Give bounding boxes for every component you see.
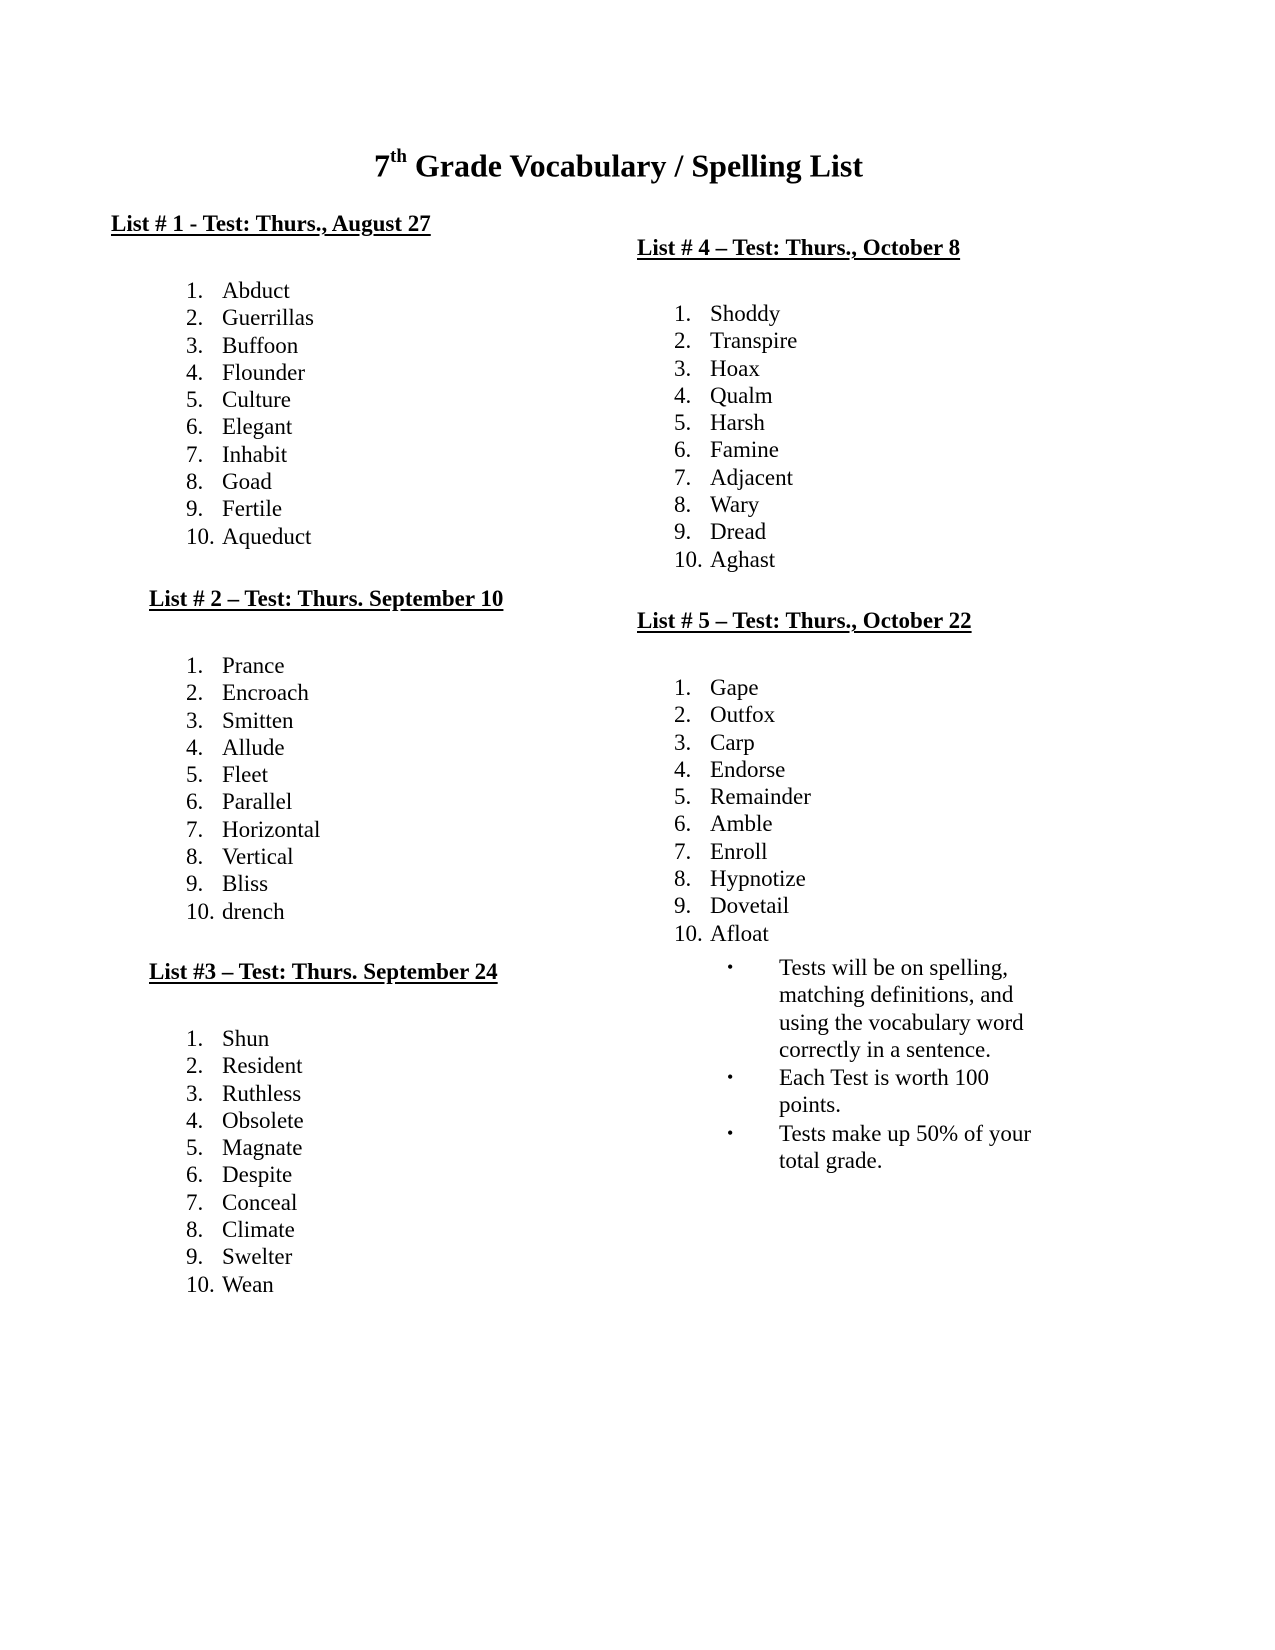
- item-number: 7.: [186, 1189, 204, 1215]
- vocabulary-word: Encroach: [222, 680, 309, 706]
- vocabulary-word: Guerrillas: [222, 305, 314, 331]
- list-5-heading: List # 5 – Test: Thurs., October 22: [637, 608, 972, 633]
- item-number: 4.: [186, 734, 204, 760]
- note-item: [727, 954, 1037, 1063]
- note-text: Each Test is worth 100 points.: [779, 1065, 990, 1118]
- item-number: 3.: [674, 729, 692, 755]
- vocabulary-word: Aghast: [710, 546, 776, 572]
- list-3-heading: List #3 – Test: Thurs. September 24: [149, 959, 498, 984]
- vocabulary-word: Culture: [222, 387, 291, 413]
- item-number: 1.: [186, 653, 204, 678]
- page-title: [0, 140, 1237, 186]
- note-item: [727, 1064, 1037, 1119]
- item-number: 9.: [186, 871, 204, 897]
- item-number: 3.: [186, 332, 204, 358]
- vocabulary-word: Obsolete: [222, 1107, 304, 1133]
- vocabulary-word: Parallel: [222, 789, 293, 815]
- item-number: 2.: [186, 680, 204, 706]
- item-number: 5.: [674, 784, 692, 810]
- vocabulary-word: Enroll: [710, 838, 768, 864]
- item-number: 2.: [186, 1053, 204, 1079]
- item-number: 4.: [674, 756, 692, 782]
- item-number: 10.: [186, 898, 215, 924]
- item-number: 10.: [186, 1271, 215, 1297]
- vocabulary-word: Vertical: [222, 844, 294, 870]
- vocabulary-word: Inhabit: [222, 441, 288, 467]
- vocabulary-word: Harsh: [710, 410, 765, 436]
- list-1-heading: List # 1 - Test: Thurs., August 27: [111, 211, 431, 236]
- vocabulary-word: Fleet: [222, 762, 268, 788]
- item-number: 1.: [186, 278, 204, 303]
- vocabulary-word: Qualm: [710, 382, 773, 408]
- vocabulary-word: Wean: [222, 1271, 274, 1297]
- vocabulary-word: Despite: [222, 1162, 293, 1188]
- vocabulary-word: Shun: [222, 1026, 270, 1051]
- vocabulary-word: Goad: [222, 469, 272, 495]
- item-number: 6.: [674, 437, 692, 463]
- note-text: Tests will be on spelling, matching definitions, and using the vocabulary word correctly in a sentence.: [779, 955, 1024, 1062]
- item-number: 10.: [674, 920, 703, 946]
- item-number: 7.: [186, 816, 204, 842]
- vocabulary-word: Prance: [222, 653, 285, 678]
- vocabulary-word: Famine: [710, 437, 779, 463]
- item-number: 8.: [674, 492, 692, 518]
- vocabulary-word: Resident: [222, 1053, 303, 1079]
- item-number: 7.: [674, 838, 692, 864]
- vocabulary-word: drench: [222, 898, 285, 924]
- item-number: 10.: [186, 523, 215, 549]
- item-number: 9.: [186, 496, 204, 522]
- vocabulary-word: Horizontal: [222, 816, 321, 842]
- item-number: 1.: [674, 301, 692, 326]
- vocabulary-word: Magnate: [222, 1135, 303, 1161]
- vocabulary-word: Dovetail: [710, 893, 790, 919]
- item-number: 3.: [186, 1080, 204, 1106]
- vocabulary-word: Bliss: [222, 871, 269, 897]
- test-notes: [727, 954, 1037, 1175]
- vocabulary-word: Aqueduct: [222, 523, 312, 549]
- item-number: 9.: [186, 1244, 204, 1270]
- item-number: 5.: [186, 762, 204, 788]
- bullet-icon: •: [727, 1067, 734, 1088]
- vocabulary-word: Remainder: [710, 784, 811, 810]
- item-number: 8.: [674, 866, 692, 892]
- item-number: 5.: [186, 387, 204, 413]
- vocabulary-word: Climate: [222, 1217, 295, 1243]
- vocabulary-word: Endorse: [710, 756, 786, 782]
- item-number: 6.: [186, 789, 204, 815]
- vocabulary-word: Transpire: [710, 328, 798, 354]
- vocabulary-word: Carp: [710, 729, 755, 755]
- vocabulary-word: Ruthless: [222, 1080, 302, 1106]
- vocabulary-word: Swelter: [222, 1244, 293, 1270]
- item-number: 9.: [674, 519, 692, 545]
- item-number: 3.: [674, 355, 692, 381]
- title-grade-suffix: th: [390, 146, 407, 167]
- vocabulary-word: Smitten: [222, 707, 294, 733]
- vocabulary-word: Wary: [710, 492, 760, 518]
- vocabulary-word: Amble: [710, 811, 773, 837]
- item-number: 10.: [674, 546, 703, 572]
- vocabulary-word: Outfox: [710, 702, 776, 728]
- vocabulary-word: Flounder: [222, 359, 306, 385]
- item-number: 4.: [674, 382, 692, 408]
- vocabulary-word: Dread: [710, 519, 767, 545]
- item-number: 8.: [186, 844, 204, 870]
- item-number: 7.: [186, 441, 204, 467]
- vocabulary-word: Hypnotize: [710, 866, 806, 892]
- list-4-heading: List # 4 – Test: Thurs., October 8: [637, 235, 961, 260]
- vocabulary-word: Buffoon: [222, 332, 299, 358]
- bullet-icon: •: [727, 957, 734, 977]
- item-number: 4.: [186, 359, 204, 385]
- item-number: 6.: [186, 414, 204, 440]
- item-number: 7.: [674, 464, 692, 490]
- bullet-icon: •: [727, 1122, 734, 1143]
- vocabulary-word: Fertile: [222, 496, 283, 522]
- vocabulary-word: Hoax: [710, 355, 760, 381]
- note-item: [727, 1120, 1037, 1175]
- item-number: 8.: [186, 1217, 204, 1243]
- item-number: 2.: [186, 305, 204, 331]
- vocabulary-word: Adjacent: [710, 464, 794, 490]
- item-number: 5.: [674, 410, 692, 436]
- vocabulary-word: Allude: [222, 734, 285, 760]
- item-number: 6.: [186, 1162, 204, 1188]
- item-number: 4.: [186, 1107, 204, 1133]
- item-number: 5.: [186, 1135, 204, 1161]
- item-number: 6.: [674, 811, 692, 837]
- title-text: Grade Vocabulary / Spelling List: [414, 147, 863, 184]
- vocabulary-word: Afloat: [710, 920, 769, 946]
- vocabulary-word: Abduct: [222, 278, 290, 303]
- item-number: 2.: [674, 328, 692, 354]
- vocabulary-word: Gape: [710, 675, 759, 700]
- list-2-heading: List # 2 – Test: Thurs. September 10: [149, 586, 504, 611]
- item-number: 3.: [186, 707, 204, 733]
- vocabulary-word: Conceal: [222, 1189, 298, 1215]
- note-text: Tests make up 50% of your total grade.: [779, 1120, 1031, 1174]
- item-number: 1.: [674, 675, 692, 700]
- item-number: 8.: [186, 469, 204, 495]
- item-number: 9.: [674, 893, 692, 919]
- item-number: 2.: [674, 702, 692, 728]
- item-number: 1.: [186, 1026, 204, 1051]
- title-grade-number: 7: [374, 147, 390, 184]
- vocabulary-word: Shoddy: [710, 301, 781, 326]
- vocabulary-word: Elegant: [222, 414, 293, 440]
